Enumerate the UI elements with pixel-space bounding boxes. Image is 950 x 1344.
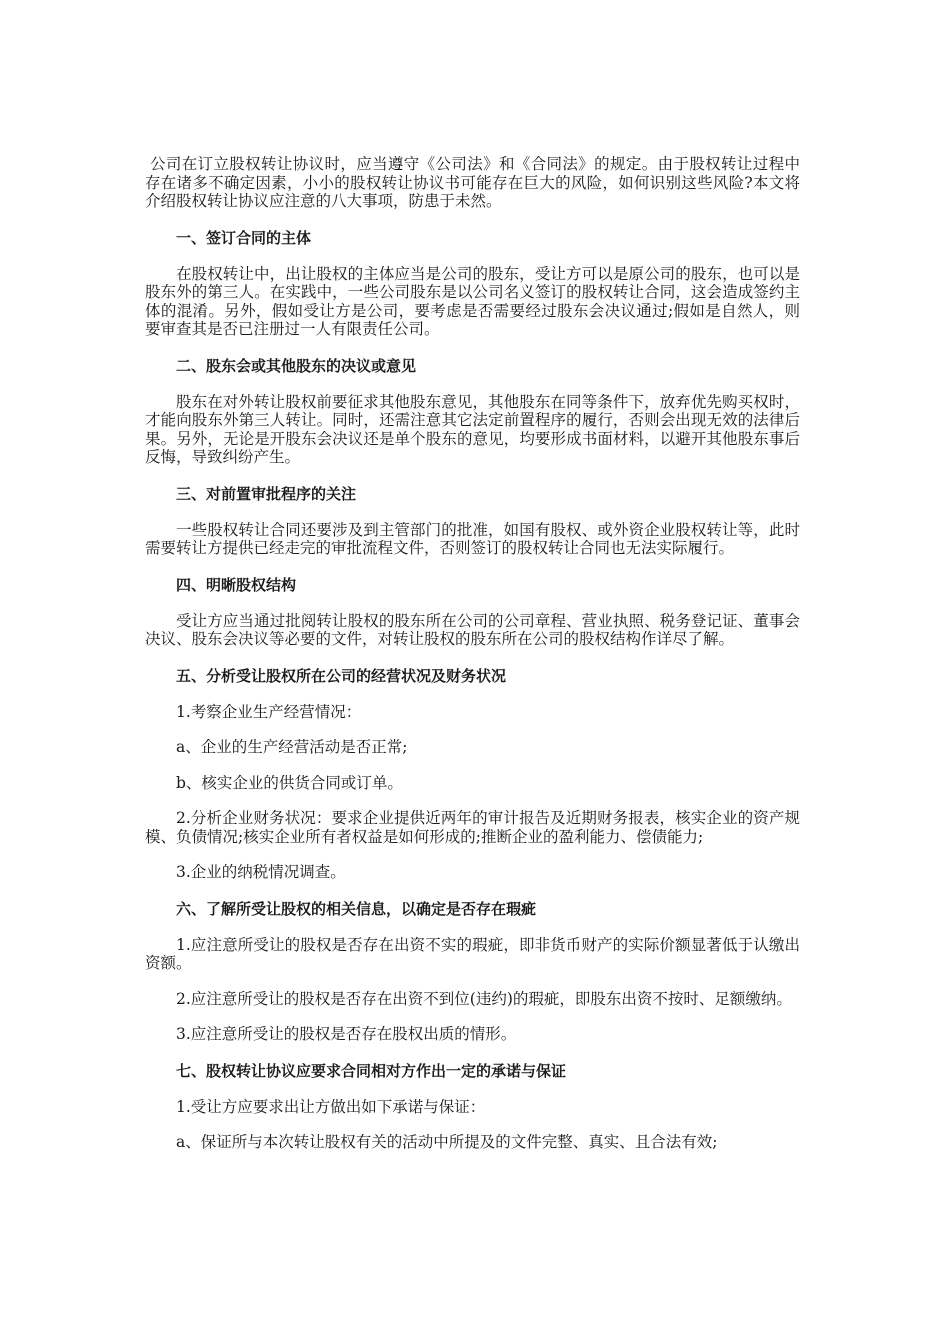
section-heading-2: 二、股东会或其他股东的决议或意见 [176,356,417,375]
section-heading-5: 五、分析受让股权所在公司的经营状况及财务状况 [176,666,507,685]
section-6-item-1: 1.应注意所受让的股权是否存在出资不实的瑕疵，即非货币财产的实际价额显著低于认缴出资额。 [145,935,800,972]
section-7-item-1a: a、保证所与本次转让股权有关的活动中所提及的文件完整、真实、且合法有效; [176,1133,718,1151]
section-6-item-2: 2.应注意所受让的股权是否存在出资不到位(违约)的瑕疵，即股东出资不按时、足额缴纳。 [176,989,792,1008]
section-5-item-1: 1.考察企业生产经营情况： [176,702,362,721]
document-body [145,155,800,1169]
section-4-paragraph: 受让方应当通过批阅转让股权的股东所在公司的公司章程、营业执照、税务登记证、董事会决议、股东会决议等必要的文件，对转让股权的股东所在公司的股权结构作详尽了解。 [145,611,800,648]
section-heading-6: 六、了解所受让股权的相关信息，以确定是否存在瑕疵 [176,899,537,918]
section-7-item-1: 1.受让方应要求出让方做出如下承诺与保证： [176,1097,486,1116]
section-6-item-3: 3.应注意所受让的股权是否存在股权出质的情形。 [176,1025,517,1043]
section-heading-4: 四、明晰股权结构 [176,575,297,594]
section-5-item-3: 3.企业的纳税情况调查。 [176,863,346,881]
section-1-paragraph: 在股权转让中，出让股权的主体应当是公司的股东，受让方可以是原公司的股东，也可以是股东外的第三人。在实践中，一些公司股东是以公司名义签订的股权转让合同，这会造成签约主体的混淆。另外，假如受让方是公司，要考虑是否需要经过股东会决议通过;假如是自然人，则要审查其是否已注册过一人有限责任公司。 [145,264,800,338]
section-2-paragraph: 股东在对外转让股权前要征求其他股东意见，其他股东在同等条件下，放弃优先购买权时，才能向股东外第三人转让。同时，还需注意其它法定前置程序的履行，否则会出现无效的法律后果。另外，无论是开股东会决议还是单个股东的意见，均要形成书面材料，以避开其他股东事后反悔，导致纠纷产生。 [145,392,800,466]
intro-paragraph: 公司在订立股权转让协议时，应当遵守《公司法》和《合同法》的规定。由于股权转让过程中存在诸多不确定因素，小小的股权转让协议书可能存在巨大的风险，如何识别这些风险?本文将介绍股权转让协议应注意的八大事项，防患于未然。 [145,155,800,210]
section-3-paragraph: 一些股权转让合同还要涉及到主管部门的批准，如国有股权、或外资企业股权转让等，此时需要转让方提供已经走完的审批流程文件，否则签订的股权转让合同也无法实际履行。 [145,520,800,557]
section-heading-1: 一、签订合同的主体 [176,228,312,247]
section-5-item-1a: a、企业的生产经营活动是否正常; [176,738,408,756]
section-heading-7: 七、股权转让协议应要求合同相对方作出一定的承诺与保证 [176,1061,567,1080]
section-5-item-1b: b、核实企业的供货合同或订单。 [176,773,403,792]
section-heading-3: 三、对前置审批程序的关注 [176,484,357,503]
section-5-item-2: 2.分析企业财务状况：要求企业提供近两年的审计报告及近期财务报表，核实企业的资产规模、负债情况;核实企业所有者权益是如何形成的;推断企业的盈利能力、偿债能力; [145,809,800,846]
